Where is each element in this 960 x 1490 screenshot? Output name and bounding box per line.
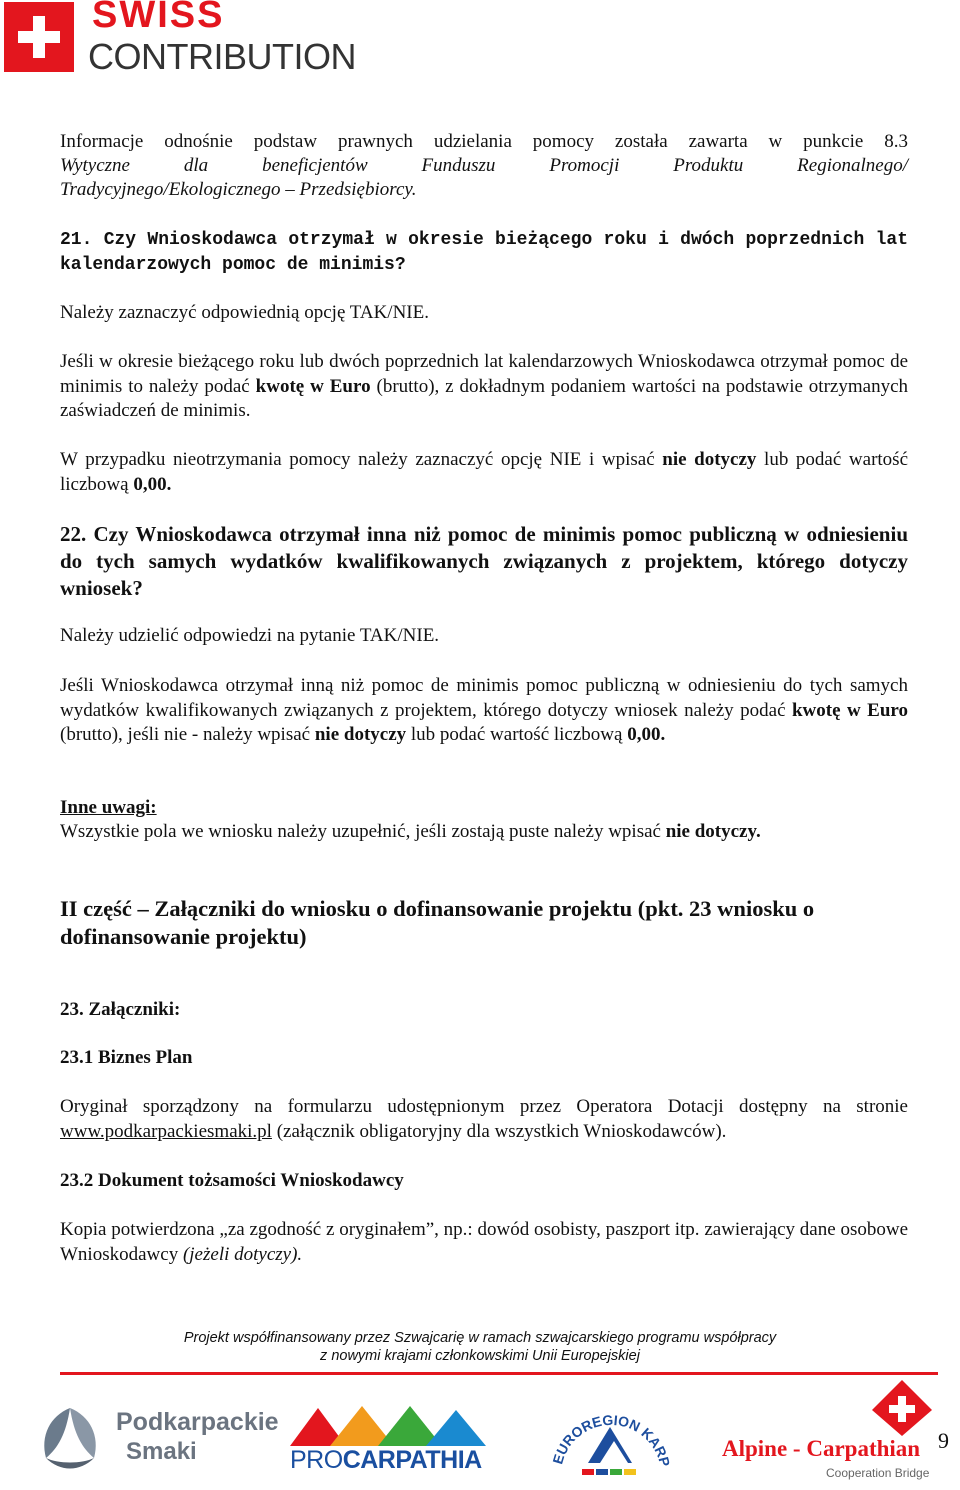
- question-21: 21. Czy Wnioskodawca otrzymał w okresie bieżącego roku i dwóch poprzednich lat kalendarzowych pomoc de minimis?: [60, 230, 908, 275]
- euroregion-karpacki-logo: [548, 1385, 673, 1485]
- q22-paragraph: Jeśli Wnioskodawca otrzymał inną niż pomoc de minimis pomoc publiczną w odniesieniu do tych samych wydatków kwalifikowanych związanych z projektem, którego dotyczy wniosek należy podać kwotę w Euro (brutto), jeśli nie - należy wpisać nie dotyczy lub podać wartość liczbową 0,00.: [60, 675, 908, 745]
- intro-line-1: Informacje odnośnie podstaw prawnych udzielania pomocy została zawarta w punkcie 8.3: [60, 131, 908, 152]
- footer-line-1: Projekt współfinansowany przez Szwajcarię w ramach szwajcarskiego programu współpracy: [183, 1330, 777, 1346]
- q22-instruction: Należy udzielić odpowiedzi na pytanie TAK/NIE.: [60, 625, 440, 646]
- section-23-2-text: Kopia potwierdzona „za zgodność z oryginałem”, np.: dowód osobisty, paszport itp. zawierający dane osobowe Wnioskodawcy (jeżeli dotyczy).: [60, 1219, 908, 1265]
- podkarpackiesmaki-link[interactable]: www.podkarpackiesmaki.pl: [60, 1120, 272, 1142]
- euroregion-emblem-icon: [548, 1385, 673, 1485]
- podkarpackie-leaf-icon: [30, 1400, 110, 1480]
- footer-divider: [60, 1372, 938, 1375]
- q21-instruction: Należy zaznaczyć odpowiednią opcję TAK/NIE.: [60, 302, 429, 323]
- logo-contribution-text: CONTRIBUTION: [88, 36, 356, 77]
- smaki-text: Smaki: [126, 1438, 197, 1465]
- part-2-heading: II część – Załączniki do wniosku o dofinansowanie projektu (pkt. 23 wniosku o dofinansowanie projektu): [60, 896, 815, 949]
- other-remarks-heading: Inne uwagi:: [60, 797, 157, 818]
- question-22: 22. Czy Wnioskodawca otrzymał inna niż pomoc de minimis pomoc publiczną w odniesieniu do tych samych wydatków kwalifikowanych związanych z projektem, którego dotyczy wniosek?: [60, 522, 908, 600]
- section-23-heading: 23. Załączniki:: [60, 999, 181, 1020]
- alpine-swiss-cross-icon: [872, 1380, 932, 1436]
- intro-line-2: Wytyczne dla beneficjentów Funduszu Promocji Produktu Regionalnego/: [60, 155, 908, 176]
- svg-text:EUROREGION KARPACKI: EUROREGION KARP: [549, 1411, 673, 1468]
- swiss-flag-icon: [4, 2, 74, 72]
- page-number: 9: [938, 1428, 949, 1453]
- footer-line-2: z nowymi krajami członkowskimi Unii Europejskiej: [320, 1348, 640, 1364]
- section-23-1-heading: 23.1 Biznes Plan: [60, 1047, 193, 1068]
- procarpathia-text: PROCARPATHIA: [290, 1446, 482, 1474]
- other-remarks-text: Wszystkie pola we wniosku należy uzupełnić, jeśli zostają puste należy wpisać nie dotyczy.: [60, 821, 761, 842]
- podkarpackie-smaki-logo: [30, 1400, 279, 1480]
- podkarpackie-text: Podkarpackie: [116, 1408, 279, 1436]
- q21-paragraph-1: Jeśli w okresie bieżącego roku lub dwóch poprzednich lat kalendarzowych Wnioskodawca otrzymał pomoc de minimis to należy podać kwotę w Euro (brutto), z dokładnym podaniem wartości na podstawie otrzymanych zaświadczeń de minimis.: [60, 351, 908, 421]
- alpine-carpathian-logo: [722, 1380, 938, 1485]
- section-23-1-text: Oryginał sporządzony na formularzu udostępnionym przez Operatora Dotacji dostępny na stronie www.podkarpackiesmaki.pl (załącznik obligatoryjny dla wszystkich Wnioskodawców).: [60, 1096, 908, 1142]
- q21-paragraph-2: W przypadku nieotrzymania pomocy należy zaznaczyć opcję NIE i wpisać nie dotyczy lub podać wartość liczbową 0,00.: [60, 449, 908, 495]
- cooperation-bridge-text: Cooperation Bridge: [826, 1466, 930, 1480]
- alpine-carpathian-text: Alpine - Carpathian: [722, 1436, 921, 1461]
- swiss-contribution-logo: [0, 0, 360, 80]
- section-23-2-heading: 23.2 Dokument tożsamości Wnioskodawcy: [60, 1170, 404, 1191]
- procarpathia-logo: [290, 1404, 490, 1476]
- intro-line-3: Tradycyjnego/Ekologicznego – Przedsiębiorcy.: [60, 179, 417, 200]
- procarpathia-mountains-icon: [290, 1404, 486, 1446]
- logo-swiss-text: SWISS: [92, 0, 225, 36]
